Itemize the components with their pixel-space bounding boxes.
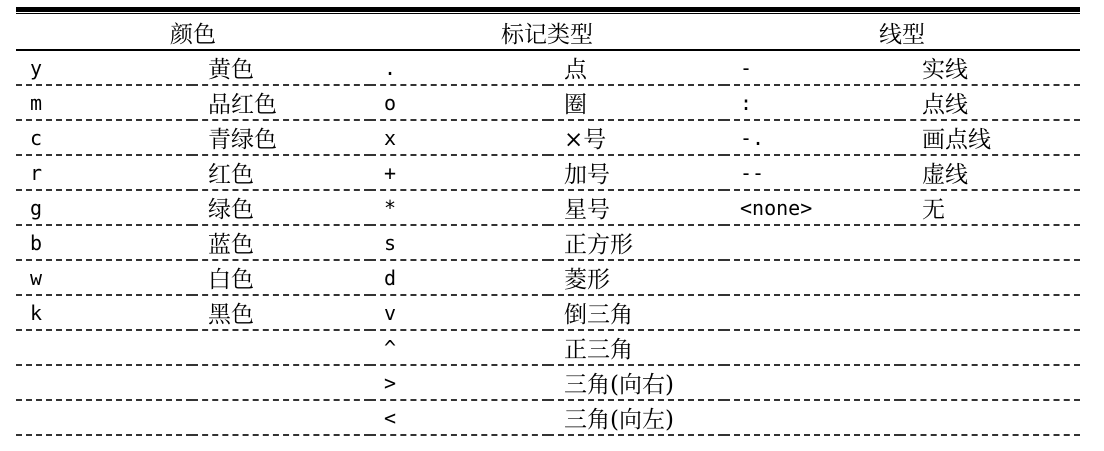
- cell-marker-name: 点: [548, 50, 724, 85]
- cell-color-code: m: [16, 85, 192, 120]
- cell-line-code: :: [724, 85, 900, 120]
- cell-marker-code: s: [370, 225, 548, 260]
- cell-color-code: [16, 330, 192, 365]
- cell-line-name: [900, 365, 1080, 400]
- cell-line-name: 虚线: [900, 155, 1080, 190]
- cell-color-code: y: [16, 50, 192, 85]
- table-row: [16, 295, 1080, 330]
- cell-marker-code: .: [370, 50, 548, 85]
- cell-line-code: -: [724, 50, 900, 85]
- cell-line-name: 点线: [900, 85, 1080, 120]
- cell-color-code: c: [16, 120, 192, 155]
- cell-color-name: 青绿色: [192, 120, 370, 155]
- cell-marker-code: *: [370, 190, 548, 225]
- cell-color-name: 红色: [192, 155, 370, 190]
- cell-line-code: <none>: [724, 190, 900, 225]
- cell-marker-name: ×号: [548, 120, 724, 155]
- cell-marker-code: v: [370, 295, 548, 330]
- cell-marker-name: 加号: [548, 155, 724, 190]
- cell-marker-code: o: [370, 85, 548, 120]
- cell-color-name: 白色: [192, 260, 370, 295]
- table-top-rule-thin: [16, 13, 1080, 14]
- table-row: [16, 155, 1080, 190]
- cell-line-name: [900, 330, 1080, 365]
- cell-marker-name: 正方形: [548, 225, 724, 260]
- header-row: [16, 15, 1080, 50]
- cell-marker-code: ^: [370, 330, 548, 365]
- cell-marker-name: 正三角: [548, 330, 724, 365]
- cell-color-name: 品红色: [192, 85, 370, 120]
- table-row: [16, 400, 1080, 435]
- cell-color-name: 黄色: [192, 50, 370, 85]
- cell-line-code: [724, 225, 900, 260]
- cell-color-name: [192, 365, 370, 400]
- cell-line-name: 画点线: [900, 120, 1080, 155]
- table-row: [16, 120, 1080, 155]
- cell-color-name: 蓝色: [192, 225, 370, 260]
- cell-marker-name: 三角(向左): [548, 400, 724, 435]
- cell-marker-code: d: [370, 260, 548, 295]
- cell-color-code: b: [16, 225, 192, 260]
- cell-marker-name: 圈: [548, 85, 724, 120]
- cell-line-code: [724, 260, 900, 295]
- cell-marker-name: 星号: [548, 190, 724, 225]
- cell-color-code: [16, 400, 192, 435]
- cell-color-code: w: [16, 260, 192, 295]
- header-color: 颜色: [16, 15, 370, 50]
- cell-line-code: -.: [724, 120, 900, 155]
- table-row: [16, 50, 1080, 85]
- cell-color-name: [192, 330, 370, 365]
- cell-marker-name: 倒三角: [548, 295, 724, 330]
- cell-color-name: 绿色: [192, 190, 370, 225]
- cell-line-name: 无: [900, 190, 1080, 225]
- cell-marker-name: 菱形: [548, 260, 724, 295]
- cell-line-code: [724, 400, 900, 435]
- table-row: [16, 85, 1080, 120]
- table-top-rule: [16, 7, 1080, 12]
- cell-marker-code: <: [370, 400, 548, 435]
- cell-color-code: k: [16, 295, 192, 330]
- cell-line-code: [724, 295, 900, 330]
- cell-line-code: [724, 365, 900, 400]
- cell-line-name: [900, 400, 1080, 435]
- cell-marker-name: 三角(向右): [548, 365, 724, 400]
- cell-line-name: [900, 295, 1080, 330]
- table-row: [16, 330, 1080, 365]
- table-row: [16, 365, 1080, 400]
- plot-style-table: [16, 15, 1080, 436]
- cell-line-name: [900, 225, 1080, 260]
- cell-color-name: 黑色: [192, 295, 370, 330]
- cell-marker-code: +: [370, 155, 548, 190]
- cell-color-code: [16, 365, 192, 400]
- cell-marker-code: x: [370, 120, 548, 155]
- header-line-style: 线型: [724, 15, 1080, 50]
- cell-color-name: [192, 400, 370, 435]
- cell-line-name: [900, 260, 1080, 295]
- cell-color-code: r: [16, 155, 192, 190]
- table-row: [16, 225, 1080, 260]
- cell-color-code: g: [16, 190, 192, 225]
- table-row: [16, 190, 1080, 225]
- cell-marker-code: >: [370, 365, 548, 400]
- cell-line-name: 实线: [900, 50, 1080, 85]
- cell-line-code: --: [724, 155, 900, 190]
- cell-line-code: [724, 330, 900, 365]
- header-marker-type: 标记类型: [370, 15, 724, 50]
- table-row: [16, 260, 1080, 295]
